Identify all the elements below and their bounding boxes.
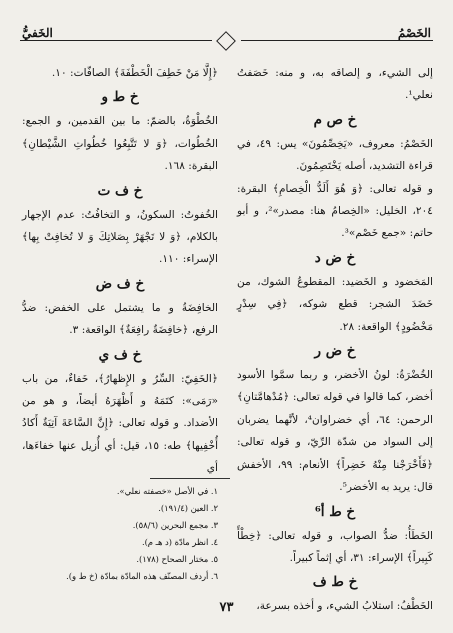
right-column bbox=[237, 62, 433, 618]
header-word-right: الخَصْمُ bbox=[397, 26, 431, 40]
footnote-item: ٣. مجمع البحرين (٥٨/٦). bbox=[132, 520, 218, 530]
footnote-item: ٢. العين (١٩١/٤). bbox=[158, 503, 218, 513]
entry-heading: خ ف ت bbox=[97, 182, 143, 199]
footnotes bbox=[22, 483, 218, 585]
entry-heading: خ ص م bbox=[313, 111, 357, 128]
entry-paragraph: الخُفوتُ: السكونُ، و التخافُتُ: عدم الإجهار بالكلام، ﴿وَ لا تَجْهَرْ بِصَلاتِكَ وَ لا تُخافِتْ بِها﴾ الإسراء: ١١٠. bbox=[22, 208, 218, 266]
entry-paragraph: ﴿إِلَّا مَنْ خَطِفَ الْخَطْفَةَ﴾ الصافّات: ١٠. bbox=[51, 67, 218, 79]
entry-heading: خ ف ي bbox=[98, 346, 142, 363]
entry-paragraph: الخافِضَةُ و ما يشتمل على الخفض: ضدُّ الرفع، ﴿خافِضَةٌ رافِعَةٌ﴾ الواقعة: ٣. bbox=[22, 301, 218, 337]
footnote-item: ٤. انظر مادّة (د هـ م). bbox=[141, 537, 218, 547]
header-word-left: الخَفيُّ bbox=[22, 26, 53, 40]
entry-paragraph: الخَصْمُ: معروف، «يَخِصِّمُونَ» يس: ٤٩، في قراءة التشديد، أصله يَخْتَصِمُونَ. bbox=[237, 137, 433, 173]
footnote-item: ٦. أردف المصنّف هذه المادّة بمادّة (خ ط و). bbox=[66, 571, 218, 581]
footnote-item: ١. في الأصل «خصفته نعلي». bbox=[116, 486, 218, 496]
entry-paragraph: الخَطَأُ: ضدُّ الصواب، و قوله تعالى: ﴿خِطْأً كَبِيراً﴾ الإسراء: ٣١، أي إثماً كبيراً. bbox=[237, 529, 433, 564]
left-column bbox=[22, 62, 218, 480]
entry-paragraph: الخُضْرَةُ: لونُ الأخضر، و ربما سمَّوا الأسود أخضر، كما قالوا في قوله تعالى: ﴿مُدْهامَّتانِ﴾ الرحمن: ٦٤، أي خضراوان⁴، لأنَّهما يضربان إلى السواد من شدّة الرِّيّ، و قوله تعالى: ﴿فَأَخْرَجْنا مِنْهُ خَضِراً﴾ الأنعام: ٩٩، الأخفش قال: يريد به الأخضر⁵. bbox=[237, 369, 433, 494]
entry-paragraph: المَخضود و الخَضيد: المقطوعُ الشوك، من خَضَدَ الشجر: قطع شوكه، ﴿فِي سِدْرٍ مَخْضُودٍ﴾ الواقعة: ٢٨. bbox=[237, 275, 433, 333]
entry-heading: خ ض د bbox=[314, 249, 356, 266]
header-diamond-ornament bbox=[216, 31, 236, 51]
page-number: ٧٣ bbox=[219, 600, 234, 615]
footnote-item: ٥. مختار الصحاح (١٧٨). bbox=[136, 554, 218, 564]
entry-paragraph: و قوله تعالى: ﴿وَ هُوَ أَلَدُّ الْخِصامِ﴾ البقرة: ٢٠٤، الخليل: «الخِصامُ هنا: مصدر»²، و أبو حاتم: «جمع خَصْم»³. bbox=[237, 182, 433, 240]
header-rule-right bbox=[241, 40, 433, 41]
entry-paragraph: الخُطْوَةُ، بالضمّ: ما بين القدمين، و الجمع: الخُطُوات، ﴿وَ لا تَتَّبِعُوا خُطُواتِ الشَّيْطانِ﴾ البقرة: ١٦٨. bbox=[22, 115, 218, 173]
header-rule-left bbox=[20, 40, 212, 41]
entry-paragraph: ﴿الخَفِيّ: السِّرُ و الإِظهارُ﴾، خَفاءٌ، من باب «رَمَى»: كتَمَهُ و أَظْهَرَهُ أيضاً، و هو من الأضداد. و قوله تعالى: ﴿إِنَّ السَّاعَةَ آتِيَةٌ أَكادُ أُخْفِيها﴾ طه: ١٥، قيل: أي أُزيل عنها خفاءَها، أي bbox=[22, 372, 219, 475]
entry-heading: خ ط و bbox=[101, 89, 139, 106]
entry-paragraph: الخَطْفُ: استلابُ الشيء، و أخذه بسرعة، bbox=[256, 600, 433, 613]
entry-heading: خ ط أ⁶ bbox=[314, 503, 356, 520]
entry-paragraph: إلى الشيء، و إلصاقه به، و منه: خَصَفتُ نعلي¹. bbox=[237, 67, 433, 102]
entry-heading: خ ف ض bbox=[95, 275, 145, 292]
entry-heading: خ ض ر bbox=[314, 343, 356, 360]
entry-heading: خ ط ف bbox=[312, 574, 358, 591]
footnote-separator bbox=[150, 478, 230, 479]
